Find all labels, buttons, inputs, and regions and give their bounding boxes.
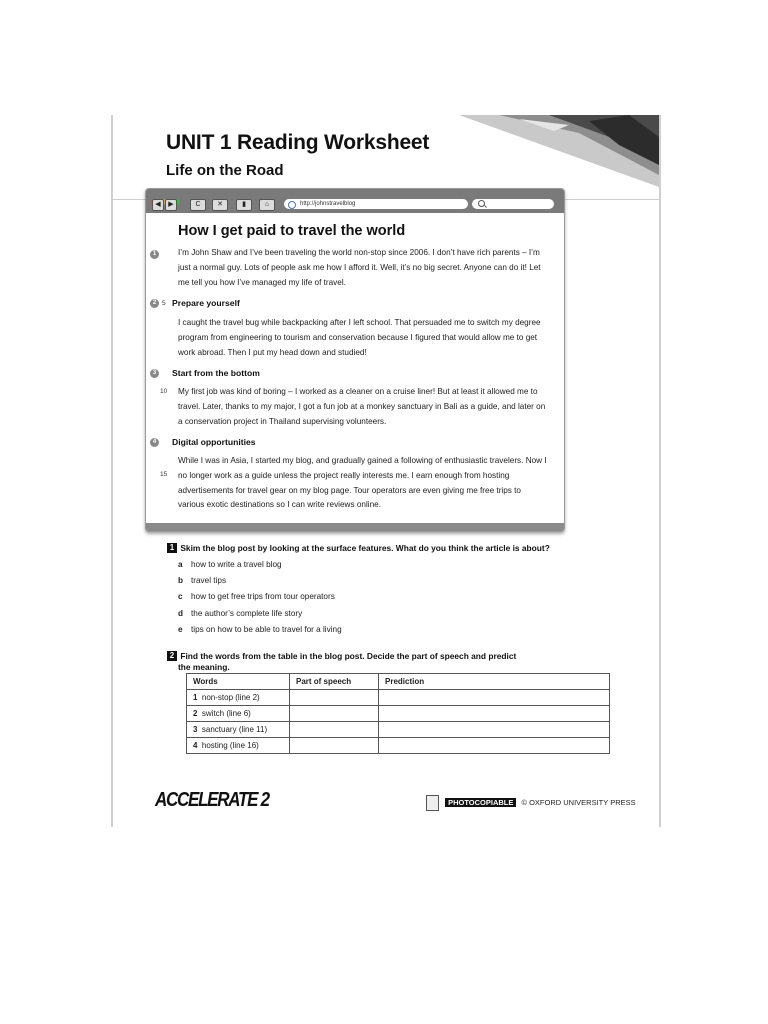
word-cell [187,722,290,738]
option-d [178,609,302,618]
globe-icon [288,201,296,209]
option-text: travel tips [191,576,227,585]
section-badge: 2 [150,299,159,308]
forward-icon[interactable] [165,199,177,211]
section-badge: 1 [150,250,159,259]
prediction-cell[interactable] [379,706,610,722]
refresh-glyph: C [195,201,201,208]
word-text: switch (line 6) [201,709,251,718]
table-row [187,690,610,706]
table-header-row [187,674,610,690]
prediction-cell[interactable] [379,722,610,738]
exercise-2-number: 2 [167,651,177,661]
bookmark-icon[interactable] [236,199,252,211]
section-heading: Prepare yourself [172,298,240,308]
option-letter: b [178,576,184,585]
worksheet-page [111,115,661,827]
divider-left [113,199,145,200]
photocopiable-badge: PHOTOCOPIABLE [445,798,516,807]
section-text: While I was in Asia, I started my blog, and gradually gained a following of enthusiastic travelers. Now I no longer work as a guide unless the project really interests me. I earn enough from hosting advertisements for travel gear on my blog page. Tour operators are even giving me free trips to various exotic destinations so I can write reviews online. [178,456,547,510]
search-field[interactable] [472,199,554,209]
address-text: http://johnstravelblog [300,201,356,207]
table-row [187,738,610,754]
browser-toolbar [146,189,564,213]
photocopy-icon [426,795,439,811]
back-glyph: ◀ [155,201,161,208]
table-row [187,722,610,738]
word-text: non-stop (line 2) [201,693,260,702]
search-icon [478,200,485,207]
divider-right [564,199,659,200]
section-badge: 4 [150,438,159,447]
home-glyph: ⌂ [264,201,270,208]
row-number: 3 [193,725,198,734]
prediction-cell[interactable] [379,690,610,706]
option-b [178,576,226,585]
option-a [178,560,282,569]
exercise-2-question [167,651,516,673]
word-cell [187,738,290,754]
browser-status-bar [146,523,564,531]
page-subtitle: Life on the Road [166,162,284,179]
exercise-1-question [167,543,550,554]
word-cell [187,706,290,722]
option-e [178,625,342,634]
option-text: how to write a travel blog [191,560,282,569]
part-of-speech-cell[interactable] [290,738,379,754]
section-badge: 3 [150,369,159,378]
back-icon[interactable] [152,199,164,211]
column-header: Words [187,674,290,690]
exercise-2-text-cont: the meaning. [178,662,230,672]
section-heading: Start from the bottom [172,368,260,378]
exercise-2-text: Find the words from the table in the blog post. Decide the part of speech and predict [180,651,517,661]
option-text: the author’s complete life story [191,609,303,618]
row-number: 1 [193,693,198,702]
section-text: My first job was kind of boring – I worked as a cleaner on a cruise liner! But at least it allowed me to travel. Later, thanks to my major, I got a fun job at a monkey sanctuary in Bali as a guide, and later on a conservation project in Thailand supervising volunteers. [178,387,546,426]
publisher-text: © OXFORD UNIVERSITY PRESS [521,797,636,807]
word-text: sanctuary (line 11) [201,725,268,734]
bookmark-glyph: ▮ [242,201,246,208]
prediction-cell[interactable] [379,738,610,754]
line-number: 10 [160,388,168,395]
option-c [178,592,335,601]
option-text: how to get free trips from tour operators [191,592,335,601]
table-row [187,706,610,722]
words-table [186,673,610,754]
forward-glyph: ▶ [168,201,174,208]
copyright-footer [426,795,636,811]
browser-window [145,188,565,532]
section-heading: Digital opportunities [172,437,256,447]
exercise-1-text: Skim the blog post by looking at the surface features. What do you think the article is about? [180,543,550,553]
part-of-speech-cell[interactable] [290,706,379,722]
option-letter: a [178,560,183,569]
accelerate-logo: ACCELERATE 2 [155,789,269,811]
option-letter: d [178,609,184,618]
option-letter: c [178,592,183,601]
column-header: Prediction [379,674,610,690]
stop-icon[interactable] [212,199,228,211]
part-of-speech-cell[interactable] [290,722,379,738]
column-header: Part of speech [290,674,379,690]
option-letter: e [178,625,183,634]
row-number: 4 [193,741,198,750]
home-icon[interactable] [259,199,275,211]
line-number: 15 [160,471,168,478]
stop-glyph: ✕ [217,201,223,208]
page-title: UNIT 1 Reading Worksheet [166,131,430,154]
exercise-1-number: 1 [167,543,177,553]
blog-title: How I get paid to travel the world [178,223,406,239]
option-text: tips on how to be able to travel for a living [191,625,342,634]
corner-decoration [459,115,659,187]
row-number: 2 [193,709,198,718]
word-cell [187,690,290,706]
section-text: I’m John Shaw and I’ve been traveling the world non-stop since 2006. I don’t have rich parents – I’m just a normal guy. Lots of people ask me how I afford it. Well, it’s no big secret. Anyone can do it! Let me tell you how I’ve managed my life of travel. [178,248,541,287]
address-bar[interactable] [284,199,468,209]
refresh-icon[interactable] [190,199,206,211]
section-text: I caught the travel bug while backpacking after I left school. That persuaded me to switch my degree program from engineering to tourism and conservation because I figured that would allow me to get work abroad. Then I put my head down and studied! [178,318,541,357]
word-text: hosting (line 16) [201,741,259,750]
part-of-speech-cell[interactable] [290,690,379,706]
line-number: 5 [162,300,166,307]
